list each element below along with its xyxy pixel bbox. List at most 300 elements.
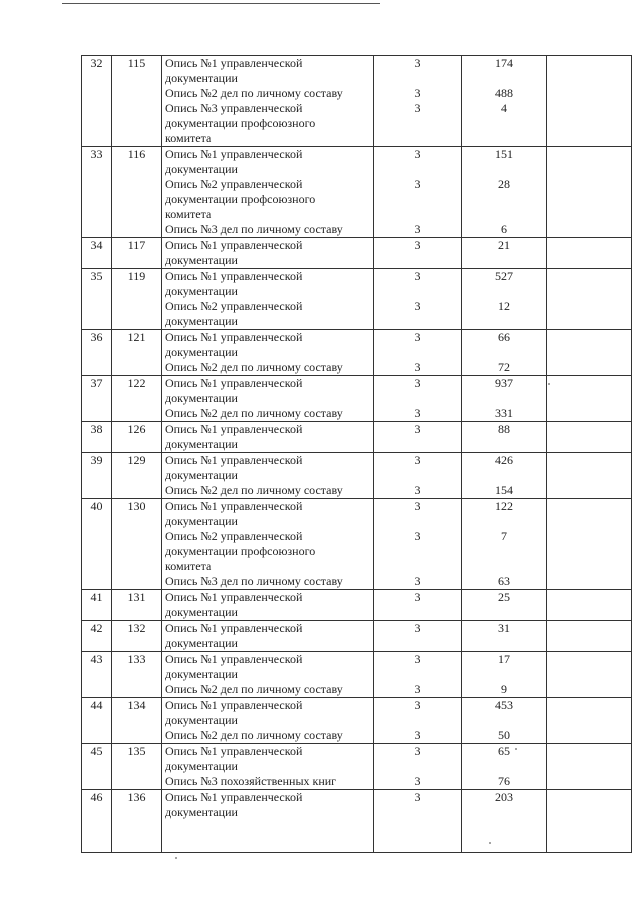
count-blocks (374, 453, 461, 498)
inventory-entry (165, 222, 373, 237)
units-entry (462, 728, 546, 743)
storage-units-cell (462, 56, 547, 147)
inventory-line: документации (165, 71, 238, 85)
inventory-count-cell (374, 621, 462, 652)
units-entry (462, 56, 546, 86)
inventory-description-cell (162, 269, 374, 330)
row-number-cell (82, 790, 112, 853)
inventory-count: 3 (414, 483, 421, 497)
inventory-line: Опись №1 управленческой (165, 422, 303, 436)
row-number-cell (82, 590, 112, 621)
storage-units: 203 (495, 790, 513, 804)
inventory-count-cell (374, 790, 462, 853)
storage-units: 174 (495, 56, 513, 70)
units-blocks (462, 376, 546, 421)
inventory-count: 3 (414, 682, 421, 696)
row-number-cell (82, 56, 112, 147)
units-entry (462, 177, 546, 222)
inventory-line: Опись №2 управленческой (165, 529, 303, 543)
description-blocks (165, 590, 373, 620)
count-entry (374, 682, 461, 697)
scan-speck (175, 857, 177, 859)
storage-units-cell (462, 652, 547, 698)
inventory-line: документации (165, 759, 238, 773)
count-entry (374, 774, 461, 789)
inventory-line: Опись №1 управленческой (165, 590, 303, 604)
storage-units-cell (462, 499, 547, 590)
units-blocks (462, 744, 546, 789)
count-blocks (374, 698, 461, 743)
fund-number: 131 (127, 590, 146, 604)
storage-units: 25 (498, 590, 510, 604)
inventory-count: 3 (414, 590, 421, 604)
storage-units-cell (462, 269, 547, 330)
notes-cell (547, 269, 632, 330)
storage-units: 28 (498, 177, 510, 191)
fund-number-cell (112, 621, 162, 652)
description-blocks (165, 269, 373, 329)
inventory-line: Опись №1 управленческой (165, 147, 303, 161)
storage-units: 453 (495, 698, 513, 712)
storage-units: 122 (495, 499, 513, 513)
row-number: 36 (90, 330, 103, 344)
description-blocks (165, 698, 373, 743)
inventory-entry (165, 499, 373, 529)
fund-number: 122 (127, 376, 146, 390)
storage-units: 527 (495, 269, 513, 283)
row-number: 32 (90, 56, 103, 70)
description-blocks (165, 652, 373, 697)
inventory-entry (165, 728, 373, 743)
notes-cell (547, 590, 632, 621)
fund-number: 121 (127, 330, 146, 344)
storage-units: 76 (498, 774, 510, 788)
notes-cell (547, 376, 632, 422)
cell-filler (374, 820, 461, 852)
description-blocks (165, 744, 373, 789)
table-row (82, 269, 632, 330)
inventory-count: 3 (414, 453, 421, 467)
count-entry (374, 86, 461, 101)
inventory-entry (165, 574, 373, 589)
inventory-count-cell (374, 652, 462, 698)
inventory-line: Опись №3 дел по личному составу (165, 574, 343, 588)
notes-cell (547, 422, 632, 453)
count-entry (374, 222, 461, 237)
storage-units: 6 (501, 222, 507, 236)
fund-number-cell (112, 238, 162, 269)
inventory-count-cell (374, 147, 462, 238)
inventory-line: Опись №3 похозяйственных книг (165, 774, 337, 788)
storage-units-cell (462, 330, 547, 376)
storage-units-cell (462, 147, 547, 238)
table-row (82, 422, 632, 453)
row-number-cell (82, 621, 112, 652)
storage-units: 426 (495, 453, 513, 467)
inventory-description-cell (162, 238, 374, 269)
inventory-count: 3 (414, 238, 421, 252)
inventory-line: комитета (165, 559, 212, 573)
storage-units-cell (462, 744, 547, 790)
count-entry (374, 499, 461, 529)
count-entry (374, 529, 461, 574)
inventory-count-cell (374, 590, 462, 621)
storage-units: 50 (498, 728, 510, 742)
inventory-count: 3 (414, 621, 421, 635)
row-number-cell (82, 453, 112, 499)
inventory-count: 3 (414, 299, 421, 313)
inventory-entry (165, 147, 373, 177)
storage-units-cell (462, 621, 547, 652)
storage-units: 331 (495, 406, 513, 420)
count-entry (374, 299, 461, 329)
table-row (82, 744, 632, 790)
inventory-count: 3 (414, 422, 421, 436)
units-entry (462, 299, 546, 329)
table-row (82, 621, 632, 652)
row-number: 44 (90, 698, 103, 712)
units-entry (462, 682, 546, 697)
count-entry (374, 406, 461, 421)
row-number-cell (82, 147, 112, 238)
fund-number-cell (112, 269, 162, 330)
table-row (82, 790, 632, 853)
notes-cell (547, 790, 632, 853)
inventory-count: 3 (414, 529, 421, 543)
storage-units: 9 (501, 682, 507, 696)
description-blocks (165, 238, 373, 268)
count-entry (374, 574, 461, 589)
fund-number: 116 (127, 147, 146, 161)
count-entry (374, 621, 461, 651)
inventory-count: 3 (414, 652, 421, 666)
fund-number-cell (112, 744, 162, 790)
units-entry (462, 238, 546, 268)
inventory-entry (165, 590, 373, 620)
top-rule (62, 3, 380, 4)
inventory-line: документации профсоюзного (165, 116, 316, 130)
table-row (82, 590, 632, 621)
inventory-count-cell (374, 744, 462, 790)
table-row (82, 698, 632, 744)
row-number: 33 (90, 147, 103, 161)
units-entry (462, 86, 546, 101)
units-entry (462, 101, 546, 146)
inventory-count-cell (374, 422, 462, 453)
scan-speck (489, 842, 491, 844)
inventory-entry (165, 790, 373, 820)
storage-units-cell (462, 238, 547, 269)
inventory-line: документации (165, 314, 238, 328)
table-row (82, 147, 632, 238)
inventory-description-cell (162, 744, 374, 790)
inventory-line: Опись №1 управленческой (165, 238, 303, 252)
row-number: 45 (90, 744, 103, 758)
storage-units: 66 (498, 330, 510, 344)
inventory-line: Опись №2 дел по личному составу (165, 406, 343, 420)
fund-number-cell (112, 590, 162, 621)
units-entry (462, 483, 546, 498)
scan-speck (515, 748, 517, 750)
inventory-entry (165, 360, 373, 375)
inventory-table-body (82, 56, 632, 853)
units-blocks (462, 652, 546, 697)
count-blocks (374, 499, 461, 589)
row-number-cell (82, 376, 112, 422)
fund-number: 115 (127, 56, 146, 70)
inventory-line: документации (165, 667, 238, 681)
count-blocks (374, 744, 461, 789)
description-blocks (165, 499, 373, 589)
inventory-count-cell (374, 269, 462, 330)
inventory-description-cell (162, 453, 374, 499)
inventory-line: комитета (165, 207, 212, 221)
inventory-line: Опись №1 управленческой (165, 269, 303, 283)
inventory-description-cell (162, 652, 374, 698)
description-blocks (165, 376, 373, 421)
row-number: 37 (90, 376, 103, 390)
storage-units: 88 (498, 422, 510, 436)
row-number: 40 (90, 499, 103, 513)
count-entry (374, 453, 461, 483)
inventory-line: документации (165, 468, 238, 482)
description-blocks (165, 790, 373, 852)
fund-number-cell (112, 698, 162, 744)
row-number-cell (82, 499, 112, 590)
storage-units-cell (462, 790, 547, 853)
inventory-count: 3 (414, 147, 421, 161)
count-blocks (374, 790, 461, 852)
inventory-line: Опись №1 управленческой (165, 790, 303, 804)
inventory-line: Опись №1 управленческой (165, 330, 303, 344)
inventory-line: Опись №1 управленческой (165, 698, 303, 712)
row-number: 46 (90, 790, 103, 804)
inventory-entry (165, 422, 373, 452)
inventory-line: комитета (165, 131, 212, 145)
fund-number: 119 (127, 269, 146, 283)
count-entry (374, 483, 461, 498)
inventory-table (81, 55, 632, 853)
notes-cell (547, 698, 632, 744)
notes-cell (547, 147, 632, 238)
inventory-entry (165, 101, 373, 146)
notes-cell (547, 453, 632, 499)
inventory-entry (165, 330, 373, 360)
inventory-count: 3 (414, 56, 421, 70)
inventory-count: 3 (414, 360, 421, 374)
notes-cell (547, 499, 632, 590)
fund-number: 134 (127, 698, 146, 712)
fund-number-cell (112, 652, 162, 698)
fund-number-cell (112, 376, 162, 422)
units-blocks (462, 269, 546, 329)
units-entry (462, 499, 546, 529)
description-blocks (165, 56, 373, 146)
units-entry (462, 360, 546, 375)
inventory-count-cell (374, 453, 462, 499)
inventory-description-cell (162, 147, 374, 238)
storage-units: 12 (498, 299, 510, 313)
count-blocks (374, 621, 461, 651)
inventory-description-cell (162, 56, 374, 147)
inventory-entry (165, 621, 373, 651)
storage-units: 17 (498, 652, 510, 666)
inventory-description-cell (162, 621, 374, 652)
units-blocks (462, 422, 546, 452)
storage-units: 31 (498, 621, 510, 635)
row-number: 39 (90, 453, 103, 467)
inventory-entry (165, 483, 373, 498)
inventory-entry (165, 774, 373, 789)
count-entry (374, 269, 461, 299)
inventory-count-cell (374, 330, 462, 376)
table-row (82, 238, 632, 269)
inventory-description-cell (162, 499, 374, 590)
inventory-count: 3 (414, 222, 421, 236)
inventory-line: документации (165, 636, 238, 650)
count-blocks (374, 269, 461, 329)
units-entry (462, 529, 546, 574)
fund-number-cell (112, 790, 162, 853)
inventory-description-cell (162, 422, 374, 453)
storage-units: 21 (498, 238, 510, 252)
storage-units: 63 (498, 574, 510, 588)
inventory-line: Опись №2 дел по личному составу (165, 483, 343, 497)
units-blocks (462, 56, 546, 146)
units-blocks (462, 147, 546, 237)
fund-number-cell (112, 330, 162, 376)
count-entry (374, 744, 461, 774)
inventory-entry (165, 406, 373, 421)
notes-cell (547, 330, 632, 376)
inventory-line: Опись №2 дел по личному составу (165, 360, 343, 374)
units-entry (462, 453, 546, 483)
count-entry (374, 652, 461, 682)
description-blocks (165, 621, 373, 651)
row-number-cell (82, 422, 112, 453)
inventory-description-cell (162, 376, 374, 422)
storage-units: 151 (495, 147, 513, 161)
storage-units-cell (462, 422, 547, 453)
inventory-table-wrap (81, 55, 631, 853)
inventory-line: Опись №2 дел по личному составу (165, 682, 343, 696)
table-row (82, 652, 632, 698)
inventory-line: документации профсоюзного (165, 192, 316, 206)
inventory-line: Опись №1 управленческой (165, 621, 303, 635)
inventory-line: Опись №1 управленческой (165, 652, 303, 666)
inventory-entry (165, 238, 373, 268)
storage-units: 7 (501, 529, 507, 543)
storage-units: 937 (495, 376, 513, 390)
fund-number: 133 (127, 652, 146, 666)
units-entry (462, 621, 546, 651)
units-entry (462, 330, 546, 360)
inventory-count-cell (374, 238, 462, 269)
row-number-cell (82, 744, 112, 790)
inventory-entry (165, 744, 373, 774)
inventory-description-cell (162, 330, 374, 376)
fund-number-cell (112, 147, 162, 238)
inventory-entry (165, 177, 373, 222)
inventory-count: 3 (414, 330, 421, 344)
count-entry (374, 56, 461, 86)
notes-cell (547, 56, 632, 147)
row-number-cell (82, 269, 112, 330)
inventory-line: Опись №3 дел по личному составу (165, 222, 343, 236)
inventory-count: 3 (414, 499, 421, 513)
inventory-count: 3 (414, 744, 421, 758)
inventory-entry (165, 529, 373, 574)
inventory-description-cell (162, 590, 374, 621)
storage-units: 488 (495, 86, 513, 100)
fund-number: 130 (127, 499, 146, 513)
description-blocks (165, 422, 373, 452)
units-blocks (462, 238, 546, 268)
inventory-count-cell (374, 56, 462, 147)
inventory-line: документации (165, 162, 238, 176)
table-row (82, 56, 632, 147)
count-entry (374, 698, 461, 728)
units-entry (462, 269, 546, 299)
count-entry (374, 147, 461, 177)
inventory-line: документации (165, 391, 238, 405)
storage-units: 4 (501, 101, 507, 115)
fund-number: 129 (127, 453, 146, 467)
inventory-line: Опись №2 дел по личному составу (165, 728, 343, 742)
table-row (82, 499, 632, 590)
cell-filler (165, 820, 373, 852)
inventory-entry (165, 299, 373, 329)
inventory-count: 3 (414, 406, 421, 420)
count-entry (374, 376, 461, 406)
storage-units-cell (462, 376, 547, 422)
inventory-entry (165, 376, 373, 406)
inventory-count: 3 (414, 774, 421, 788)
units-entry (462, 652, 546, 682)
fund-number-cell (112, 499, 162, 590)
fund-number: 117 (127, 238, 146, 252)
count-blocks (374, 422, 461, 452)
scan-speck (548, 383, 550, 385)
inventory-line: Опись №1 управленческой (165, 56, 303, 70)
inventory-line: Опись №1 управленческой (165, 453, 303, 467)
inventory-count-cell (374, 499, 462, 590)
row-number: 43 (90, 652, 103, 666)
units-entry (462, 147, 546, 177)
units-blocks (462, 790, 546, 852)
fund-number: 132 (127, 621, 146, 635)
inventory-line: документации профсоюзного (165, 544, 316, 558)
description-blocks (165, 147, 373, 237)
fund-number-cell (112, 453, 162, 499)
inventory-entry (165, 682, 373, 697)
cell-filler (462, 820, 546, 852)
storage-units-cell (462, 590, 547, 621)
inventory-entry (165, 453, 373, 483)
description-blocks (165, 330, 373, 375)
row-number-cell (82, 238, 112, 269)
inventory-count: 3 (414, 698, 421, 712)
count-entry (374, 790, 461, 820)
inventory-line: Опись №1 управленческой (165, 499, 303, 513)
inventory-line: документации (165, 805, 238, 819)
inventory-line: документации (165, 284, 238, 298)
table-row (82, 453, 632, 499)
count-entry (374, 330, 461, 360)
units-blocks (462, 453, 546, 498)
inventory-description-cell (162, 698, 374, 744)
count-blocks (374, 238, 461, 268)
